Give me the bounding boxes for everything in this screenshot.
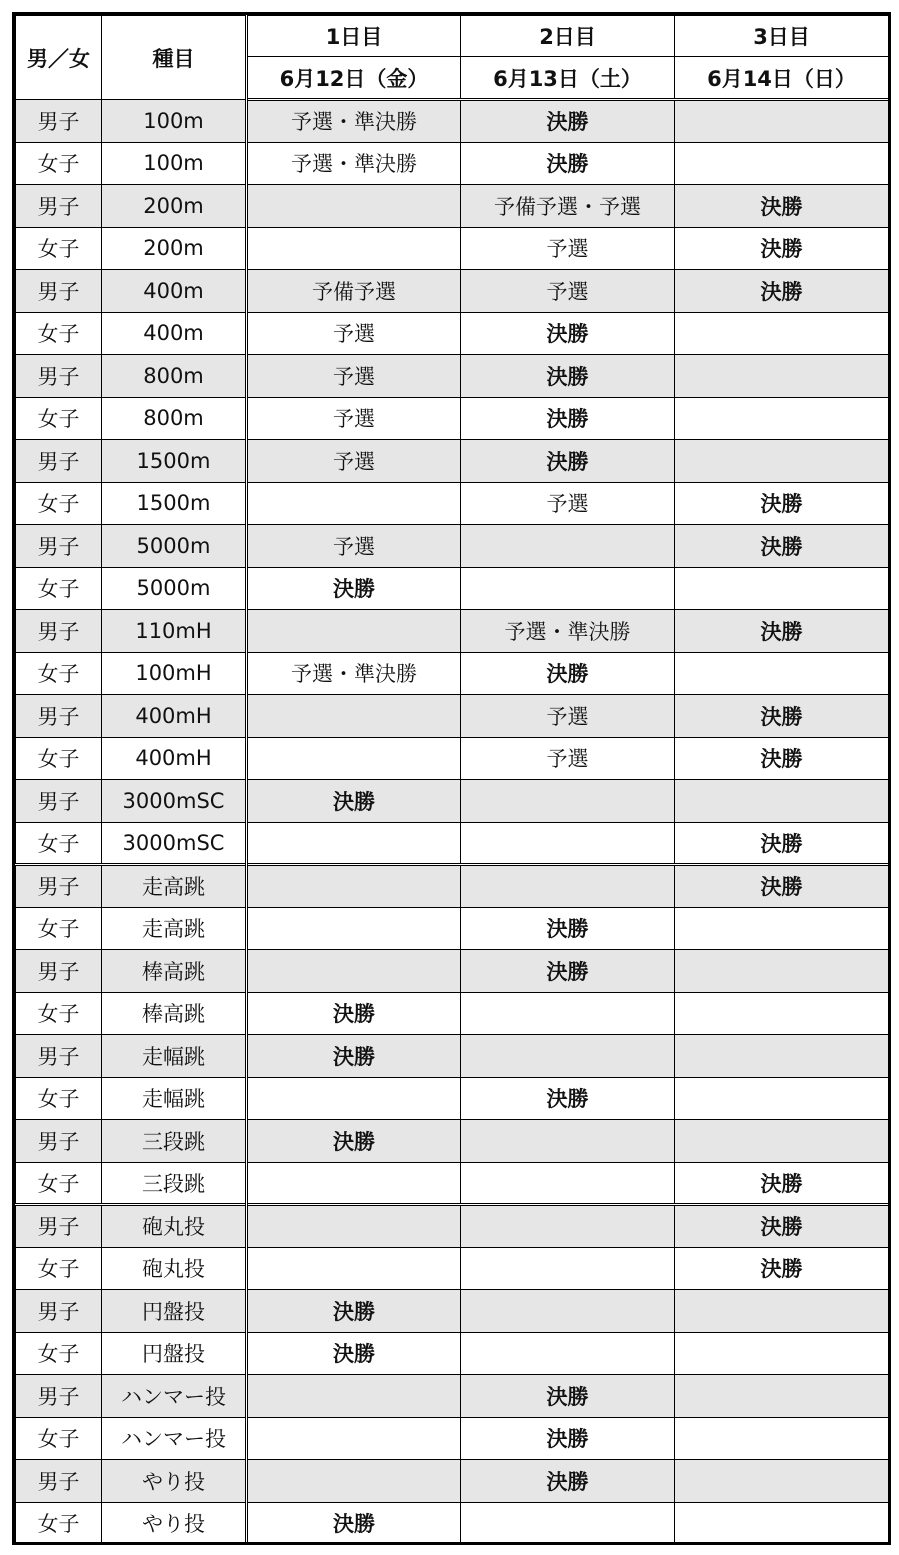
day3-cell: 決勝 — [675, 525, 889, 568]
day3-cell: 決勝 — [675, 185, 889, 228]
table-row — [16, 992, 889, 1035]
day3-cell — [675, 312, 889, 355]
day1-cell — [247, 227, 461, 270]
day1-cell: 決勝 — [247, 1332, 461, 1375]
day3-cell — [675, 1375, 889, 1418]
day1-cell — [247, 1247, 461, 1290]
sex-cell: 男子 — [16, 1460, 102, 1503]
sex-cell: 男子 — [16, 865, 102, 908]
event-cell: ハンマー投 — [102, 1417, 247, 1460]
day2-cell: 予選 — [461, 695, 675, 738]
event-cell: 400mH — [102, 695, 247, 738]
sex-cell: 女子 — [16, 1162, 102, 1205]
event-cell: 走高跳 — [102, 907, 247, 950]
day1-cell: 決勝 — [247, 1502, 461, 1545]
table-body — [16, 100, 889, 1545]
day2-cell: 決勝 — [461, 1417, 675, 1460]
day3-cell: 決勝 — [675, 865, 889, 908]
day2-cell — [461, 780, 675, 823]
day1-cell — [247, 1205, 461, 1248]
day3-cell — [675, 1502, 889, 1545]
sex-cell: 女子 — [16, 482, 102, 525]
day2-cell: 決勝 — [461, 907, 675, 950]
event-cell: 棒高跳 — [102, 950, 247, 993]
sex-cell: 女子 — [16, 567, 102, 610]
day3-cell — [675, 652, 889, 695]
table-row — [16, 1290, 889, 1333]
day2-cell: 決勝 — [461, 100, 675, 143]
event-cell: 三段跳 — [102, 1120, 247, 1163]
sex-cell: 女子 — [16, 822, 102, 865]
table-header — [16, 16, 889, 100]
day2-cell — [461, 1035, 675, 1078]
table-row — [16, 822, 889, 865]
table-row — [16, 1077, 889, 1120]
day1-cell: 決勝 — [247, 1035, 461, 1078]
event-cell: 3000mSC — [102, 780, 247, 823]
day1-cell — [247, 907, 461, 950]
day3-cell — [675, 1290, 889, 1333]
day1-cell: 予備予選 — [247, 270, 461, 313]
day3-header: 3日目 — [675, 16, 889, 57]
day2-cell — [461, 865, 675, 908]
event-cell: 棒高跳 — [102, 992, 247, 1035]
sex-cell: 男子 — [16, 950, 102, 993]
day3-cell: 決勝 — [675, 270, 889, 313]
table-row — [16, 950, 889, 993]
day3-cell: 決勝 — [675, 1205, 889, 1248]
table-row — [16, 142, 889, 185]
table-row — [16, 1375, 889, 1418]
event-cell: 5000m — [102, 525, 247, 568]
event-cell: 100m — [102, 142, 247, 185]
day1-cell: 決勝 — [247, 992, 461, 1035]
event-cell: 1500m — [102, 482, 247, 525]
table-row — [16, 482, 889, 525]
event-cell: 800m — [102, 355, 247, 398]
day1-cell — [247, 695, 461, 738]
day2-cell — [461, 1332, 675, 1375]
day2-cell: 予選 — [461, 227, 675, 270]
day2-cell: 予選 — [461, 270, 675, 313]
sex-cell: 女子 — [16, 227, 102, 270]
event-column-header: 種目 — [102, 16, 247, 100]
day2-cell: 予選 — [461, 482, 675, 525]
table-row — [16, 567, 889, 610]
event-cell: 400m — [102, 270, 247, 313]
table-row — [16, 397, 889, 440]
sex-cell: 男子 — [16, 100, 102, 143]
day2-cell: 決勝 — [461, 652, 675, 695]
day2-cell — [461, 1247, 675, 1290]
day3-date: 6月14日（日） — [675, 57, 889, 100]
day2-cell: 決勝 — [461, 355, 675, 398]
day2-cell: 決勝 — [461, 440, 675, 483]
day1-cell: 予選 — [247, 397, 461, 440]
table-row — [16, 652, 889, 695]
day1-cell — [247, 1375, 461, 1418]
sex-cell: 女子 — [16, 397, 102, 440]
schedule-frame — [12, 12, 891, 1545]
day3-cell: 決勝 — [675, 737, 889, 780]
sex-cell: 女子 — [16, 312, 102, 355]
event-cell: 円盤投 — [102, 1332, 247, 1375]
table-row — [16, 1247, 889, 1290]
table-row — [16, 865, 889, 908]
day3-cell: 決勝 — [675, 1247, 889, 1290]
day1-cell: 決勝 — [247, 1290, 461, 1333]
sex-cell: 男子 — [16, 1120, 102, 1163]
day1-cell — [247, 1077, 461, 1120]
table-row — [16, 1460, 889, 1503]
table-row — [16, 100, 889, 143]
table-row — [16, 312, 889, 355]
day1-date: 6月12日（金） — [247, 57, 461, 100]
day2-cell: 予備予選・予選 — [461, 185, 675, 228]
sex-cell: 女子 — [16, 1077, 102, 1120]
event-cell: 三段跳 — [102, 1162, 247, 1205]
day1-cell: 予選 — [247, 312, 461, 355]
day1-cell — [247, 610, 461, 653]
day2-cell — [461, 1502, 675, 1545]
event-cell: 800m — [102, 397, 247, 440]
sex-cell: 女子 — [16, 652, 102, 695]
day3-cell — [675, 992, 889, 1035]
event-cell: 400m — [102, 312, 247, 355]
event-cell: 走幅跳 — [102, 1035, 247, 1078]
table-row — [16, 1502, 889, 1545]
table-row — [16, 695, 889, 738]
table-row — [16, 1162, 889, 1205]
event-cell: やり投 — [102, 1460, 247, 1503]
day2-cell: 決勝 — [461, 312, 675, 355]
sex-cell: 男子 — [16, 1035, 102, 1078]
event-cell: やり投 — [102, 1502, 247, 1545]
day2-cell — [461, 1290, 675, 1333]
sex-cell: 男子 — [16, 270, 102, 313]
day1-cell: 予選 — [247, 440, 461, 483]
day3-cell — [675, 355, 889, 398]
sex-cell: 女子 — [16, 737, 102, 780]
day2-cell: 決勝 — [461, 1077, 675, 1120]
table-row — [16, 1120, 889, 1163]
day1-cell: 予選・準決勝 — [247, 100, 461, 143]
sex-cell: 男子 — [16, 355, 102, 398]
day3-cell: 決勝 — [675, 822, 889, 865]
day2-date: 6月13日（土） — [461, 57, 675, 100]
table-row — [16, 270, 889, 313]
day3-cell — [675, 567, 889, 610]
day1-cell: 決勝 — [247, 780, 461, 823]
sex-cell: 女子 — [16, 907, 102, 950]
day2-cell — [461, 567, 675, 610]
day1-cell: 予選・準決勝 — [247, 652, 461, 695]
day1-cell — [247, 950, 461, 993]
event-cell: 走高跳 — [102, 865, 247, 908]
day3-cell — [675, 1120, 889, 1163]
day2-header: 2日目 — [461, 16, 675, 57]
event-cell: 5000m — [102, 567, 247, 610]
day2-cell — [461, 1162, 675, 1205]
day1-cell: 決勝 — [247, 1120, 461, 1163]
day1-cell — [247, 822, 461, 865]
event-cell: 110mH — [102, 610, 247, 653]
event-cell: 円盤投 — [102, 1290, 247, 1333]
event-cell: 200m — [102, 227, 247, 270]
day1-cell: 決勝 — [247, 567, 461, 610]
event-cell: 100mH — [102, 652, 247, 695]
sex-cell: 男子 — [16, 1205, 102, 1248]
sex-column-header: 男／女 — [16, 16, 102, 100]
day3-cell: 決勝 — [675, 1162, 889, 1205]
day3-cell — [675, 1417, 889, 1460]
day2-cell: 決勝 — [461, 397, 675, 440]
day3-cell — [675, 1332, 889, 1375]
table-row — [16, 355, 889, 398]
day3-cell — [675, 397, 889, 440]
day3-cell — [675, 950, 889, 993]
day1-cell — [247, 865, 461, 908]
event-cell: 100m — [102, 100, 247, 143]
day2-cell: 予選・準決勝 — [461, 610, 675, 653]
day2-cell: 予選 — [461, 737, 675, 780]
day1-cell — [247, 1460, 461, 1503]
day1-cell — [247, 1417, 461, 1460]
day3-cell — [675, 907, 889, 950]
day3-cell: 決勝 — [675, 482, 889, 525]
day2-cell — [461, 1205, 675, 1248]
event-cell: 1500m — [102, 440, 247, 483]
sex-cell: 男子 — [16, 780, 102, 823]
table-row — [16, 1205, 889, 1248]
sex-cell: 女子 — [16, 992, 102, 1035]
day2-cell — [461, 992, 675, 1035]
day3-cell — [675, 1460, 889, 1503]
day3-cell — [675, 100, 889, 143]
sex-cell: 男子 — [16, 525, 102, 568]
day2-cell: 決勝 — [461, 142, 675, 185]
table-row — [16, 1417, 889, 1460]
sex-cell: 男子 — [16, 695, 102, 738]
day3-cell — [675, 440, 889, 483]
day3-cell — [675, 780, 889, 823]
day1-cell — [247, 185, 461, 228]
day3-cell: 決勝 — [675, 610, 889, 653]
table-row — [16, 185, 889, 228]
sex-cell: 女子 — [16, 1247, 102, 1290]
day3-cell — [675, 1077, 889, 1120]
table-row — [16, 907, 889, 950]
event-cell: 3000mSC — [102, 822, 247, 865]
sex-cell: 男子 — [16, 1290, 102, 1333]
table-row — [16, 1035, 889, 1078]
day2-cell: 決勝 — [461, 950, 675, 993]
day3-cell — [675, 142, 889, 185]
day3-cell: 決勝 — [675, 695, 889, 738]
day1-cell: 予選 — [247, 355, 461, 398]
sex-cell: 男子 — [16, 1375, 102, 1418]
event-cell: 砲丸投 — [102, 1247, 247, 1290]
sex-cell: 女子 — [16, 142, 102, 185]
event-cell: 200m — [102, 185, 247, 228]
event-cell: 走幅跳 — [102, 1077, 247, 1120]
event-cell: 400mH — [102, 737, 247, 780]
event-cell: ハンマー投 — [102, 1375, 247, 1418]
day3-cell — [675, 1035, 889, 1078]
day2-cell — [461, 1120, 675, 1163]
day1-cell: 予選 — [247, 525, 461, 568]
day2-cell — [461, 822, 675, 865]
sex-cell: 男子 — [16, 440, 102, 483]
sex-cell: 女子 — [16, 1332, 102, 1375]
schedule-table — [15, 15, 889, 1545]
day2-cell: 決勝 — [461, 1375, 675, 1418]
day1-cell — [247, 737, 461, 780]
event-cell: 砲丸投 — [102, 1205, 247, 1248]
table-row — [16, 737, 889, 780]
table-row — [16, 1332, 889, 1375]
day2-cell: 決勝 — [461, 1460, 675, 1503]
table-row — [16, 780, 889, 823]
sex-cell: 男子 — [16, 185, 102, 228]
sex-cell: 女子 — [16, 1502, 102, 1545]
day3-cell: 決勝 — [675, 227, 889, 270]
table-row — [16, 440, 889, 483]
day1-header: 1日目 — [247, 16, 461, 57]
day1-cell: 予選・準決勝 — [247, 142, 461, 185]
sex-cell: 男子 — [16, 610, 102, 653]
table-row — [16, 610, 889, 653]
day2-cell — [461, 525, 675, 568]
day1-cell — [247, 482, 461, 525]
table-row — [16, 227, 889, 270]
table-row — [16, 525, 889, 568]
sex-cell: 女子 — [16, 1417, 102, 1460]
day1-cell — [247, 1162, 461, 1205]
